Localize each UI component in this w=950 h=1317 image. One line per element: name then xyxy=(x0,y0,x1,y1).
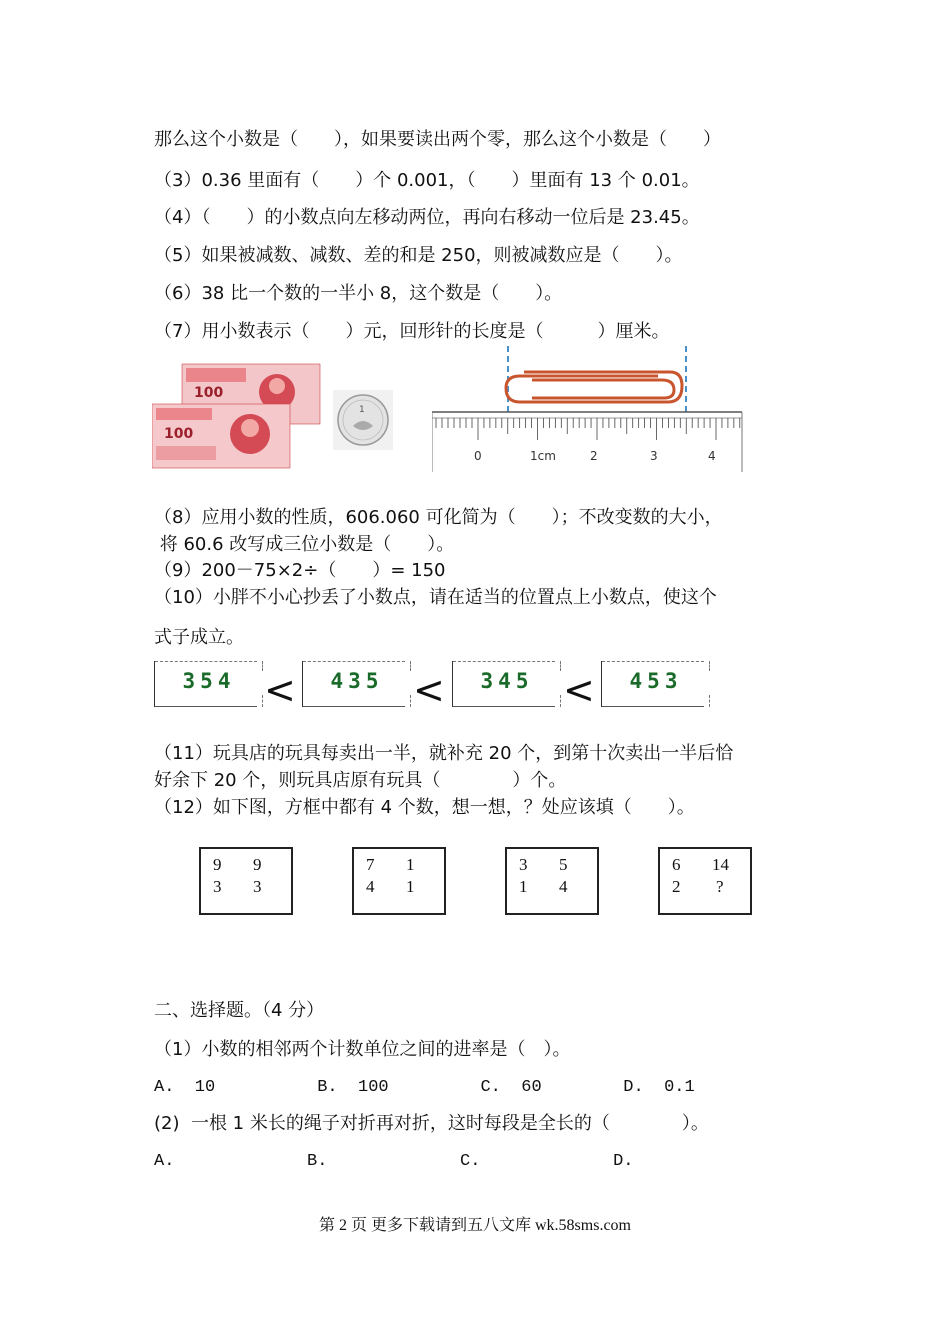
square-3-b: 5 xyxy=(559,855,568,874)
square-4-a: 6 xyxy=(672,855,681,874)
square-2-c: 4 xyxy=(366,877,375,896)
question-4: （4）（ ）的小数点向左移动两位，再向右移动一位后是 23.45。 xyxy=(154,207,700,228)
choice-question-2-options: A. B. C. D. xyxy=(154,1152,634,1171)
number-box-1 xyxy=(154,661,263,707)
square-1-b: 9 xyxy=(253,855,262,874)
square-3-d: 4 xyxy=(559,877,568,896)
choice-question-2: (2) 一根 1 米长的绳子对折再对折，这时每段是全长的（ ）。 xyxy=(154,1113,709,1134)
square-1-d: 3 xyxy=(253,877,262,896)
number-square-3 xyxy=(505,847,599,915)
question-11-line1: （11）玩具店的玩具每卖出一半，就补充 20 个，到第十次卖出一半后恰 xyxy=(154,743,734,764)
square-4-b: 14 xyxy=(712,855,729,874)
question-6: （6）38 比一个数的一半小 8，这个数是（ ）。 xyxy=(154,283,563,304)
question-9: （9）200－75×2÷（ ）= 150 xyxy=(154,560,446,581)
question-8-line2: 将 60.6 改写成三位小数是（ ）。 xyxy=(154,534,455,555)
square-4-d: ? xyxy=(716,877,724,896)
question-5: （5）如果被减数、减数、差的和是 250，则被减数应是（ ）。 xyxy=(154,245,683,266)
square-4-c: 2 xyxy=(672,877,681,896)
ruler-figure xyxy=(432,346,744,472)
svg-text:1: 1 xyxy=(359,405,365,415)
square-1-a: 9 xyxy=(213,855,222,874)
choice-question-1-options: A. 10 B. 100 C. 60 D. 0.1 xyxy=(154,1078,695,1097)
svg-text:100: 100 xyxy=(164,426,194,442)
square-3-c: 1 xyxy=(519,877,528,896)
choice-question-1: （1）小数的相邻两个计数单位之间的进率是（ ）。 xyxy=(154,1039,571,1060)
square-2-d: 1 xyxy=(406,877,415,896)
question-8-line1: （8）应用小数的性质，606.060 可化简为（ ）；不改变数的大小， xyxy=(154,507,723,528)
square-1-c: 3 xyxy=(213,877,222,896)
number-box-2 xyxy=(302,661,411,707)
question-10-line2: 式子成立。 xyxy=(154,627,244,648)
question-12: （12）如下图，方框中都有 4 个数，想一想，？处应该填（ ）。 xyxy=(154,797,695,818)
line-fill-blank-2-cont: 那么这个小数是（ ），如果要读出两个零，那么这个小数是（ ） xyxy=(154,129,721,150)
number-4: 453 xyxy=(629,669,683,693)
number-square-2 xyxy=(352,847,446,915)
square-2-a: 7 xyxy=(366,855,375,874)
question-7: （7）用小数表示（ ）元，回形针的长度是（ ）厘米。 xyxy=(154,321,670,342)
less-than-symbol-2: < xyxy=(413,668,445,712)
less-than-symbol-3: < xyxy=(563,668,595,712)
number-box-3 xyxy=(452,661,561,707)
square-2-b: 1 xyxy=(406,855,415,874)
number-2: 435 xyxy=(330,669,384,693)
ruler-label-4: 4 xyxy=(708,449,716,463)
number-3: 345 xyxy=(480,669,534,693)
question-10-line1: （10）小胖不小心抄丢了小数点，请在适当的位置点上小数点，使这个 xyxy=(154,587,717,608)
number-square-1 xyxy=(199,847,293,915)
less-than-symbol-1: < xyxy=(264,668,296,712)
page-footer: 第 2 页 更多下载请到五八文库 wk.58sms.com xyxy=(318,1217,631,1234)
question-3: （3）0.36 里面有（ ）个 0.001，（ ）里面有 13 个 0.01。 xyxy=(154,170,700,191)
coin-image xyxy=(333,390,393,450)
ruler-label-3: 3 xyxy=(650,449,658,463)
banknotes-figure xyxy=(152,362,322,470)
square-3-a: 3 xyxy=(519,855,528,874)
banknote-image xyxy=(152,362,322,470)
section-2-heading: 二、选择题。（4 分） xyxy=(154,1000,325,1021)
svg-text:100: 100 xyxy=(194,385,224,401)
number-square-4 xyxy=(658,847,752,915)
ruler-paperclip-image xyxy=(432,346,744,472)
coin-figure xyxy=(333,390,393,450)
ruler-label-0: 0 xyxy=(474,449,482,463)
ruler-label-1: 1cm xyxy=(530,449,556,463)
ruler-label-2: 2 xyxy=(590,449,598,463)
number-1: 354 xyxy=(182,669,236,693)
number-box-4 xyxy=(601,661,710,707)
question-11-line2: 好余下 20 个，则玩具店原有玩具（ ）个。 xyxy=(154,770,567,791)
